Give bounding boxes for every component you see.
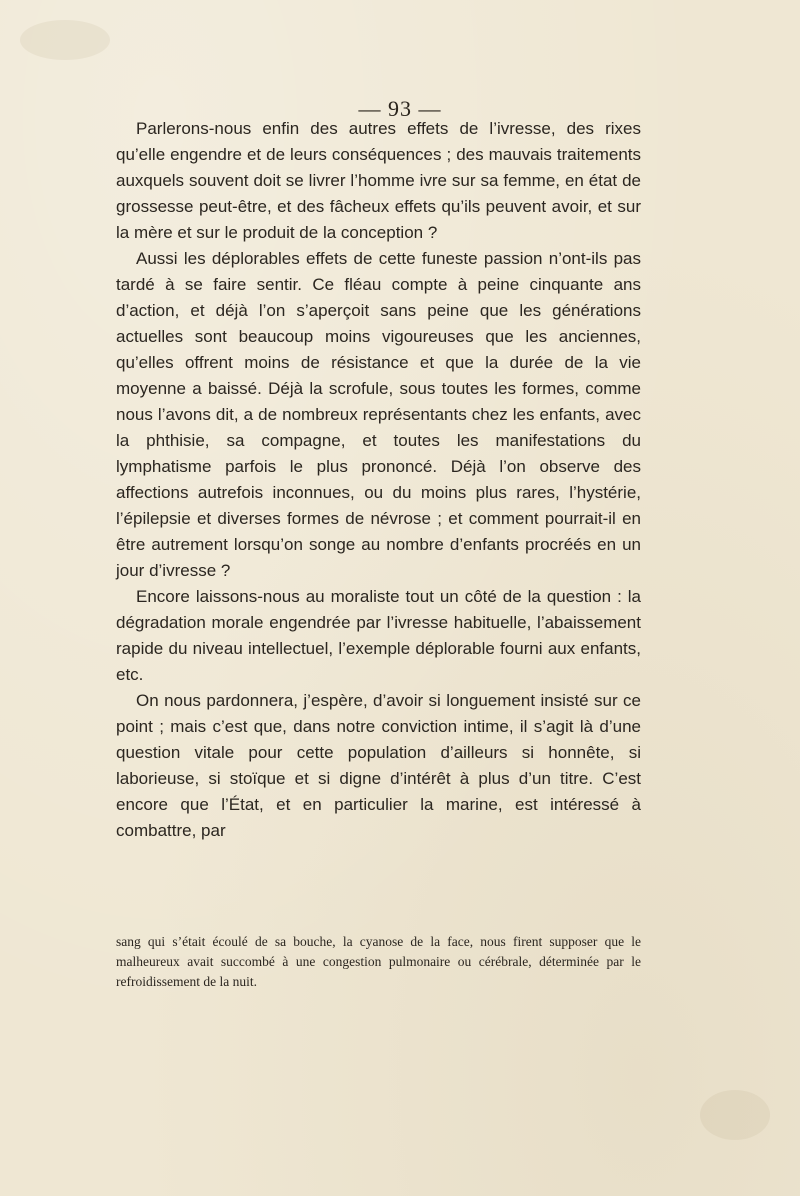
paragraph: On nous pardonnera, j’espère, d’avoir si longuement insisté sur ce point ; mais c’est que, dans notre conviction intime, il s’agit là d’une question vitale pour cette population d’ailleurs si honnête, si laborieuse, si stoïque et si digne d’intérêt à plus d’un titre. C’est encore que l’État, et en particulier la marine, est intéressé à combattre, par: [116, 691, 641, 840]
footnote-text: sang qui s’était écoulé de sa bouche, la cyanose de la face, nous firent supposer que le malheureux avait succombé à une congestion pulmonaire ou cérébrale, déterminée par le refroidissement de la nuit.: [116, 934, 641, 989]
paragraph: Encore laissons-nous au moraliste tout un côté de la question : la dégradation morale engendrée par l’ivresse habituelle, l’abaissement rapide du niveau intellectuel, l’exemple déplorable fourni aux enfants, etc.: [116, 587, 641, 684]
paper-stain: [700, 1090, 770, 1140]
paper-stain: [20, 20, 110, 60]
paragraph: Aussi les déplorables effets de cette funeste passion n’ont-ils pas tardé à se faire sentir. Ce fléau compte à peine cinquante ans d’action, et déjà l’on s’aperçoit sans peine que les générations actuelles sont beaucoup moins vigoureuses que les anciennes, qu’elles offrent moins de résistance et que la durée de la vie moyenne a baissé. Déjà la scrofule, sous toutes les formes, comme nous l’avons dit, a de nombreux représentants chez les enfants, avec la phthisie, sa compagne, et toutes les manifestations du lymphatisme parfois le plus prononcé. Déjà l’on observe des affections autrefois inconnues, ou du moins plus rares, l’hystérie, l’épilepsie et diverses formes de névrose ; et comment pourrait-il en être autrement lorsqu’on songe au nombre d’enfants procréés en un jour d’ivresse ?: [116, 249, 641, 580]
body-text: [116, 116, 641, 844]
paragraph: Parlerons-nous enfin des autres effets de l’ivresse, des rixes qu’elle engendre et de leurs conséquences ; des mauvais traitements auxquels souvent doit se livrer l’homme ivre sur sa femme, en état de grossesse peut-être, et des fâcheux effets qu’ils peuvent avoir, et sur la mère et sur le produit de la conception ?: [116, 119, 641, 242]
footnote: [116, 932, 641, 992]
page-number: — 93 —: [358, 96, 442, 121]
